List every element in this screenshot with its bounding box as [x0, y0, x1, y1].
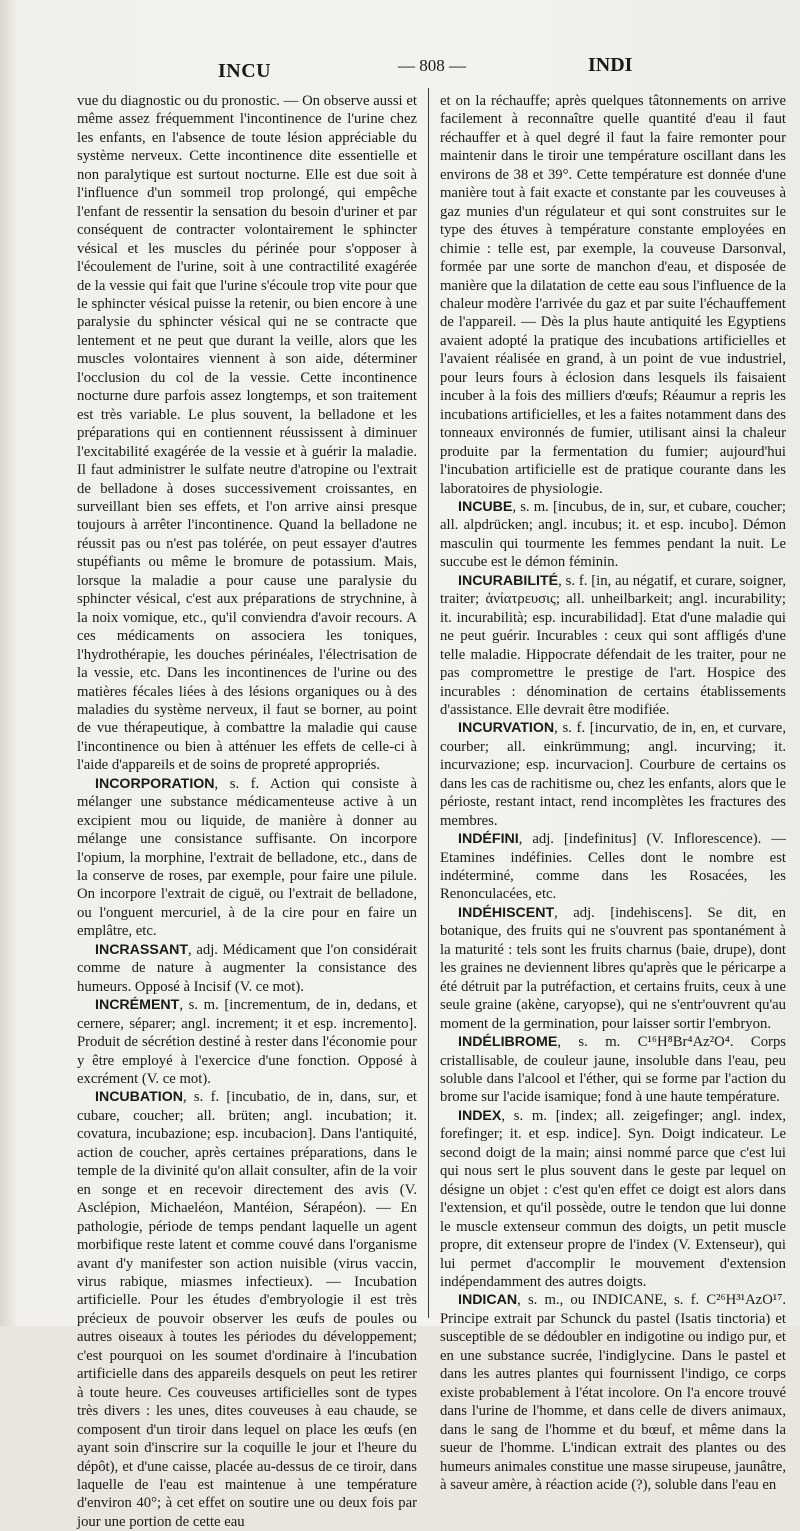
running-head-right: INDI — [588, 54, 633, 76]
entry-definition: , s. m., ou INDICANE, s. f. C²⁶H³¹AzO¹⁷. Principe extrait par Schunck du pastel (Isatis tinctoria) et susceptible de se dédoubler en indigotine ou indigo pur, et en une substance sucrée, l'indiglycine. Dans le pastel et dans les autres plantes qui fournissent l'indigo, ce corps existe probablement à l'état incolore. On l'a encore trouvé dans l'urine de l'homme, et dans celle de divers animaux, dans le sang de l'homme et du bœuf, et même dans la sueur de l'homme. L'indican extrait des plantes ou des humeurs animales constitue une masse sirupeuse, jaunâtre, à saveur amère, à réaction acide (?), soluble dans l'eau en — [440, 1292, 786, 1493]
dictionary-entry — [440, 1107, 786, 1292]
dictionary-entry — [77, 775, 417, 941]
entry-definition: , s. m. [incubus, de in, sur, et cubare, coucher; all. alpdrücken; angl. incubus; it. et esp. incubo]. Démon masculin qui tourmente les femmes pendant la nuit. Le succube est le démon féminin. — [440, 498, 786, 571]
entry-definition: , s. f. Action qui consiste à mélanger une substance médicamenteuse active à un excipient mou ou liquide, de manière à donner au mélange une consistance suffisante. On incorpore l'opium, la morphine, l'extrait de belladone, etc., dans de la conserve de roses, par exemple, pour faire une pilule. On incorpore l'extrait de ciguë, ou l'extrait de belladone, ou l'onguent mercuriel, à de la cire pour en faire un emplâtre, etc. — [77, 775, 417, 940]
dictionary-entry — [440, 498, 786, 572]
dictionary-entry — [77, 1088, 417, 1531]
entry-definition: , s. f. [incurvatio, de in, en, et curvare, courber; all. einkrümmung; angl. incurving; it. incurvazione; esp. incurvacion]. Courbure de certains os dans les cas de rachitisme ou, chez les enfants, alors que le périoste, restant intact, rend incomplètes les fractures des membres. — [440, 720, 786, 829]
entry-definition: , adj. Médicament que l'on considérait comme de nature à augmenter la consistance des humeurs. Opposé à Incisif (V. ce mot). — [77, 941, 417, 995]
entry-definition: , s. m. [index; all. zeigefinger; angl. index, forefinger; it. et esp. indice]. Syn. Doigt indicateur. Le second doigt de la main; ainsi nommé parce que c'est lui qui nous sert le plus souvent dans le geste par lequel on désigne un objet : c'est qu'en effet ce doigt est alors dans l'extension, et qu'il possède, outre le tendon que lui donne le muscle extenseur commun des doigts, un petit muscle propre, dit extenseur propre de l'index (V. Extenseur), qui lui permet d'accomplir le mouvement d'extension indépendamment des autres doigts. — [440, 1107, 786, 1290]
dictionary-entry — [440, 1291, 786, 1494]
page-number: — 808 — — [398, 56, 466, 75]
entry-headword: INCRASSANT — [95, 941, 189, 958]
entry-headword: INCUBE — [458, 498, 513, 515]
right-column — [440, 92, 786, 1493]
entry-headword: INCURABILITÉ — [458, 572, 559, 589]
dictionary-entry — [77, 996, 417, 1088]
dictionary-entry — [440, 719, 786, 830]
dictionary-entry — [77, 941, 417, 996]
entry-definition: , s. f. [incubatio, de in, dans, sur, et cubare, coucher; all. brüten; angl. incubation; it. covatura, incubazione; esp. incubacion]. Dans l'antiquité, action de coucher, après certaines préparations, dans le temple de la divinité qu'on allait consulter, afin de la voir en songe et en recevoir directement des avis (V. Asclépion, Michaeléon, Mantéion, Sérapéon). — En pathologie, période de temps pendant laquelle un agent morbifique reste latent et comme couvé dans l'organisme avant d'y manifester son action nuisible (virus vaccin, virus rabique, miasmes infectieux). — Incubation artificielle. Pour les études d'embryologie il est très précieux de pouvoir observer les œufs de poules ou autres oiseaux à toutes les périodes du développement; c'est pourquoi on les soumet d'ordinaire à l'incubation artificielle dans des appareils desquels on peut les retirer à toute heure. Ces couveuses artificielles sont de types très divers : les unes, dites couveuses à eau chaude, se composent d'un tiroir dans lequel on place les œufs (en ayant soin d'inscrire sur la coquille le jour et l'heure du dépôt), et d'une caisse, placée au-dessus de ce tiroir, dans laquelle de l'eau est maintenue à une température d'environ 40°; à cet effet on soutire une ou deux fois par jour une portion de cette eau — [77, 1089, 417, 1530]
entry-definition: , adj. [indefinitus] (V. Inflorescence). — Etamines indéfinies. Celles dont le nombre est indéterminé, comme dans les Rosacées, les Renonculacées, etc. — [440, 831, 786, 903]
page-header — [0, 54, 800, 84]
continued-paragraph: et on la réchauffe; après quelques tâtonnements on arrive facilement à reconnaître quelle quantité d'eau il faut réchauffer et à quel degré il faut la faire remonter pour maintenir dans le tiroir une température oscillant dans les environs de 38 et 39°. Cette température est donnée d'une manière tout à fait exacte et constante par les couveuses à gaz munies d'un régulateur et qui sont construites sur le type des étuves à température constante employées en chimie : telle est, par exemple, la couveuse Darsonval, formée par une sorte de manchon d'eau, et disposée de manière que la dilatation de cette eau sous l'influence de la chaleur modère l'arrivée du gaz et par suite l'échauffement de l'appareil. — Dès la plus haute antiquité les Egyptiens avaient adopté la pratique des incubations artificielles et l'avaient réalisée en grand, à un point de vue industriel, pour leurs fours à éclosion dans lesquels ils faisaient incuber à la fois des milliers d'œufs; Réaumur a repris les incubations artificielles, et les a faites notamment dans des tonneaux environnés de fumier, utilisant ainsi la chaleur produite par la fermentation du fumier; aujourd'hui l'incubation artificielle est de pratique courante dans les laboratoires de physiologie. — [440, 93, 786, 497]
entry-headword: INDICAN — [458, 1292, 518, 1309]
dictionary-entry — [440, 830, 786, 904]
dictionary-entry — [440, 904, 786, 1033]
continued-paragraph: vue du diagnostic ou du pronostic. — On observe aussi et même assez fréquemment l'incontinence de l'urine chez les enfants, en l'absence de toute lésion appréciable du système nerveux. Cette incontinence dite essentielle et non paralytique est surtout nocturne. Elle est due soit à l'influence d'un sommeil trop prolongé, qui empêche l'enfant de ressentir la sensation du besoin d'uriner et par conséquent de contracter volontairement le sphincter vésical et les muscles du périnée pour s'opposer à l'écoulement de l'urine, soit à une contractilité exagérée de la vessie qui fait que l'urine s'écoule trop vite pour que le sphincter vésical puisse la retenir, ou bien encore à une paralysie du sphincter vésical qui ne se contracte que lentement et ne peut que durant la veille, alors que les muscles volontaires viennent à son aide, déterminer l'occlusion du col de la vessie. Cette incontinence nocturne dure parfois assez longtemps, et son traitement est très variable. Le plus souvent, la belladone et les préparations qui en contiennent réussissent à diminuer l'excitabilité exagérée de la vessie et à guérir la maladie. Il faut administrer le sulfate neutre d'atropine ou l'extrait de belladone à doses successivement croissantes, en surveillant bien ses effets, et l'on arrive ainsi presque toujours à arrêter l'incontinence. Quand la belladone ne réussit pas ou n'est pas tolérée, on peut essayer d'autres stupéfiants ou même le bromure de potassium. Mais, lorsque la maladie a pour cause une paralysie du sphincter vésical, c'est aux préparations de strychnine, à la noix vomique, etc., qu'il conviendra d'avoir recours. A ces médicaments on associera les toniques, l'hydrothérapie, les douches périnéales, l'électrisation de la vessie, etc. Dans les incontinences de l'urine ou des matières fécales liées à des lésions organiques ou à des maladies du système nerveux, il faut se borner, au point de vue thérapeutique, à combattre la maladie qui cause l'incontinence ou bien à atténuer les effets de celle-ci à l'aide d'appareils et de soins de propreté appropriés. — [77, 93, 417, 774]
entry-headword: INDÉLIBROME — [458, 1034, 558, 1051]
column-divider — [428, 88, 429, 1318]
entry-headword: INDEX — [458, 1107, 502, 1124]
entry-definition: , s. m. C¹⁶H⁸Br⁴Az²O⁴. Corps cristallisable, de couleur jaune, insoluble dans l'eau, peu soluble dans l'alcool et l'éther, qui se forme par l'action du brome sur l'acide isamique; fond à une haute température. — [440, 1034, 786, 1106]
entry-headword: INDÉHISCENT — [458, 904, 555, 921]
left-column — [77, 92, 417, 1530]
entry-headword: INCORPORATION — [95, 775, 215, 792]
running-head-left: INCU — [218, 60, 272, 82]
dictionary-entry — [440, 1033, 786, 1107]
entry-headword: INCUBATION — [95, 1089, 184, 1106]
entry-headword: INCURVATION — [458, 720, 555, 737]
dictionary-entry — [440, 572, 786, 720]
entry-definition: , adj. [indehiscens]. Se dit, en botanique, des fruits qui ne s'ouvrent pas spontanément à la maturité : tels sont les fruits charnus (baie, drupe), dont les graines ne deviennent libres qu'après que le péricarpe a été détruit par la putréfaction, et certains fruits, ceux à une seule graine (akène, caryopse), qui ne s'entr'ouvrent qu'au moment de la germination, pour laisser sortir l'embryon. — [440, 904, 786, 1032]
entry-headword: INDÉFINI — [458, 831, 519, 848]
entry-definition: , s. m. [incrementum, de in, dedans, et cernere, séparer; angl. increment; it et esp. incremento]. Produit de sécrétion destiné à rester dans l'économie pour y être employé à l'exercice d'une fonction. Opposé à excrément (V. ce mot). — [77, 997, 417, 1088]
entry-definition: , s. f. [in, au négatif, et curare, soigner, traiter; ἀνίατρευσις; all. unheilbarkeit; angl. incurability; it. incurabilità; esp. incurabilidad]. Etat d'une maladie qui ne peut guérir. Incurables : ceux qui sont affligés d'une telle maladie. Hippocrate défendait de les traiter, pour ne pas compromettre le prestige de l'art. Hospice des incurables : dénomination de certains établissements d'assistance. Elle devrait être modifiée. — [440, 572, 786, 718]
entry-headword: INCRÉMENT — [95, 997, 180, 1014]
